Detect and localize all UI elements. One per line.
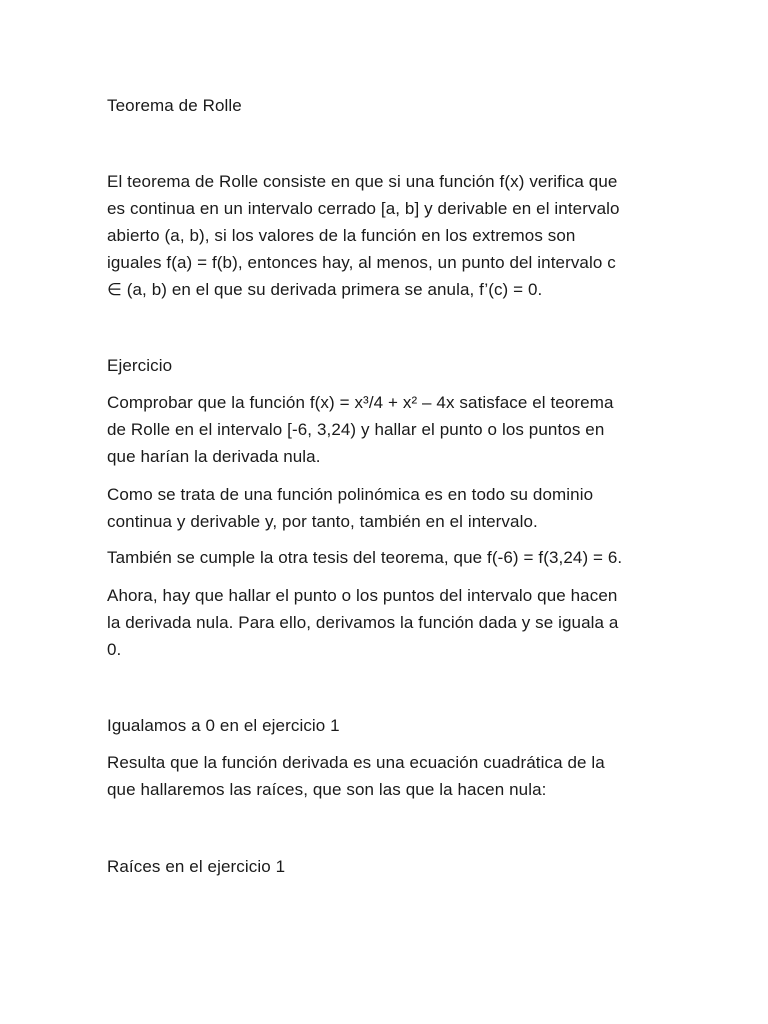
exercise-line: Comprobar que la función f(x) = x³/4 + x² – 4x satisface el teorema — [107, 393, 614, 412]
intro-line: iguales f(a) = f(b), entonces hay, al menos, un punto del intervalo c — [107, 253, 616, 272]
equate-caption-text: Igualamos a 0 en el ejercicio 1 — [107, 716, 340, 735]
polynomial-line: continua y derivable y, por tanto, también en el intervalo. — [107, 512, 538, 531]
derivative-line: Ahora, hay que hallar el punto o los puntos del intervalo que hacen — [107, 586, 618, 605]
intro-line: El teorema de Rolle consiste en que si una función f(x) verifica que — [107, 172, 618, 191]
quadratic-line: que hallaremos las raíces, que son las que la hacen nula: — [107, 780, 547, 799]
exercise-line: que harían la derivada nula. — [107, 447, 321, 466]
polynomial-paragraph — [107, 481, 687, 535]
derivative-line: la derivada nula. Para ello, derivamos la función dada y se iguala a — [107, 613, 619, 632]
exercise-statement — [107, 389, 687, 470]
derivative-line: 0. — [107, 640, 122, 659]
roots-caption-text: Raíces en el ejercicio 1 — [107, 857, 286, 876]
exercise-heading-text: Ejercicio — [107, 356, 173, 375]
roots-caption — [107, 853, 687, 880]
thesis-line: También se cumple la otra tesis del teorema, que f(-6) = f(3,24) = 6. — [107, 548, 623, 567]
derivative-paragraph — [107, 582, 687, 663]
title-text: Teorema de Rolle — [107, 96, 242, 115]
intro-paragraph — [107, 168, 687, 303]
intro-line: ∈ (a, b) en el que su derivada primera se anula, f’(c) = 0. — [107, 280, 543, 299]
intro-line: es continua en un intervalo cerrado [a, b] y derivable en el intervalo — [107, 199, 620, 218]
exercise-heading — [107, 352, 687, 379]
quadratic-line: Resulta que la función derivada es una ecuación cuadrática de la — [107, 753, 605, 772]
polynomial-line: Como se trata de una función polinómica es en todo su dominio — [107, 485, 594, 504]
quadratic-paragraph — [107, 749, 687, 803]
exercise-line: de Rolle en el intervalo [-6, 3,24) y hallar el punto o los puntos en — [107, 420, 605, 439]
thesis-paragraph — [107, 544, 687, 571]
document-title — [107, 92, 687, 119]
intro-line: abierto (a, b), si los valores de la función en los extremos son — [107, 226, 576, 245]
equate-caption — [107, 712, 687, 739]
